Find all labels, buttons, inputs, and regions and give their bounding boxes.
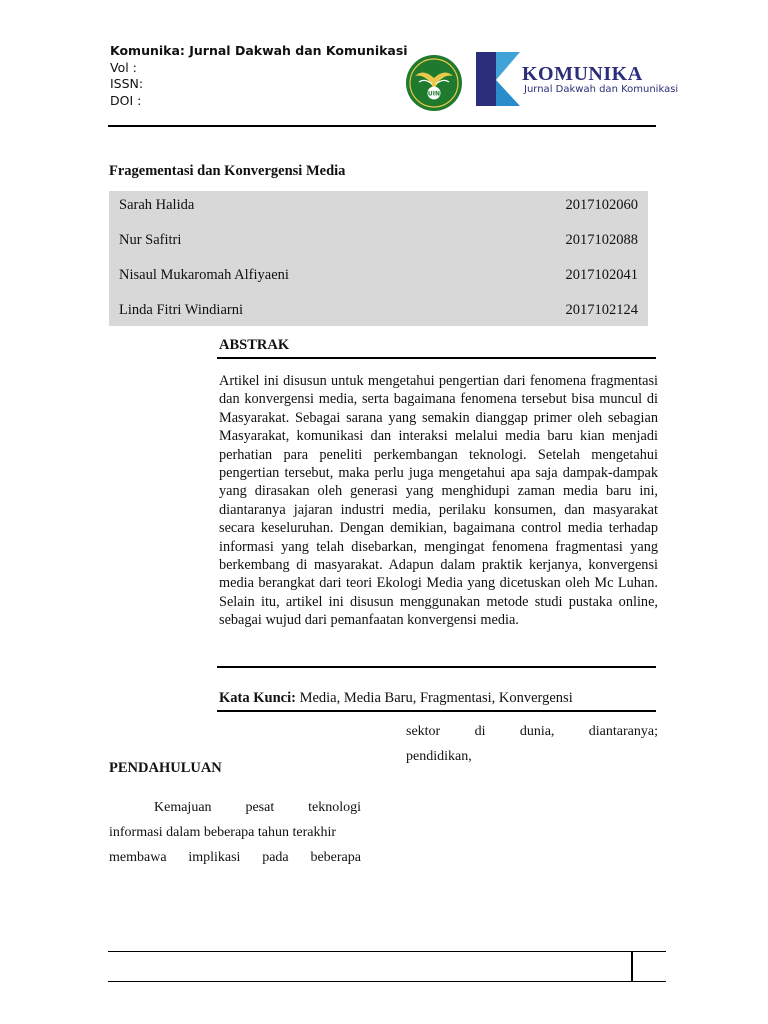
author-name: Nisaul Mukaromah Alfiyaeni [119,267,289,283]
footer-top-rule [108,951,666,952]
footer-bottom-rule [108,981,666,982]
text-line: informasi dalam beberapa tahun terakhir [109,825,337,840]
journal-title: Komunika: Jurnal Dakwah dan Komunikasi [110,43,408,58]
keywords-rule [217,710,656,712]
author-row [109,191,648,225]
right-column-text [406,719,658,769]
keywords [219,690,573,707]
abstract-body: Artikel ini disusun untuk mengetahui pengertian dari fenomena fragmentasi dan konvergensi media, serta bagaimana fenomena tersebut bisa muncul di Masyarakat. Sebagai sarana yang semakin dianggap primer oleh sebagian Masyarakat, komunikasi dan interaksi melalui media baru kian menjadi perhatian para peneliti perkembangan teknologi. Setelah mengetahui pengertian tersebut, maka perlu juga mengetahui apa saja dampak-dampak yang dirasakan oleh generasi yang menghidupi zaman media baru ini, diantaranya jajaran industri media, perilaku konsumen, dan masyarakat secara keseluruhan. Dengan demikian, bagaimana control media terhadap informasi yang telah disebarkan, mengingat fenomena fragmentasi yang berkembang di masyarakat. Adapun dalam praktik kerjanya, konvergensi media berangkat dari teori Ekologi Media yang dicetuskan oleh Mc Luhan. Selain itu, artikel ini disusun menggunakan metode studi pustaka online, sebagai wujud dari pemanfaatan konvergensi media. [219,373,658,629]
word: diantaranya; [588,724,658,739]
journal-doi: DOI : [110,92,142,108]
word: di [474,724,486,739]
author-id: 2017102088 [565,232,638,248]
uin-logo-text: UIN [427,90,441,98]
authors-table [109,191,648,326]
word: dunia, [519,724,555,739]
section-heading: PENDAHULUAN [109,760,222,776]
keywords-label: Kata Kunci: [219,690,296,706]
journal-vol: Vol : [110,59,137,75]
author-id: 2017102124 [565,302,638,318]
author-row [109,261,648,295]
author-row [109,296,648,330]
abstract-top-rule [217,357,656,359]
left-column-text [109,795,361,870]
author-name: Nur Safitri [119,232,182,248]
footer-page-number-box [631,952,633,981]
author-row [109,226,648,260]
text-line: pendidikan, [406,749,472,764]
author-id: 2017102060 [565,197,638,213]
uin-logo [405,54,463,112]
text-line [406,719,658,744]
komunika-name: KOMUNIKA [522,63,643,85]
keywords-list: Media, Media Baru, Fragmentasi, Konvergensi [299,690,573,706]
word: implikasi [188,850,241,865]
header-divider [108,125,656,127]
text-line [109,795,361,820]
word: sektor [406,724,441,739]
article-title: Fragementasi dan Konvergensi Media [109,163,346,179]
komunika-subtitle: Jurnal Dakwah dan Komunikasi [524,84,679,95]
word: Kemajuan [154,800,212,815]
author-name: Sarah Halida [119,197,195,213]
journal-issn: ISSN: [110,76,144,91]
abstract-heading: ABSTRAK [219,337,290,353]
word: teknologi [308,800,361,815]
author-id: 2017102041 [565,267,638,283]
word: beberapa [310,850,361,865]
journal-header [110,43,408,109]
word: membawa [109,850,167,865]
author-name: Linda Fitri Windiarni [119,302,243,318]
word: pesat [245,800,275,815]
text-line [109,845,361,870]
abstract-bottom-rule [217,666,656,668]
word: pada [262,850,289,865]
